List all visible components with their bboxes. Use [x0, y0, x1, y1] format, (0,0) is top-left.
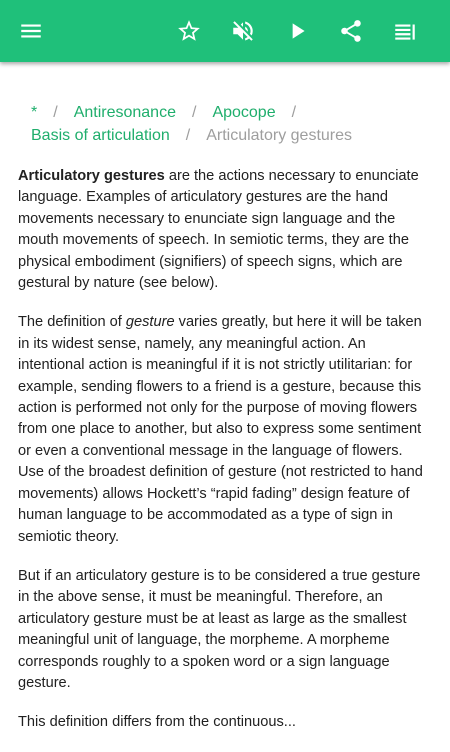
- article-paragraph: [18, 166, 432, 294]
- play-icon: [284, 18, 310, 44]
- breadcrumb-separator: /: [291, 104, 297, 121]
- menu-button[interactable]: [13, 13, 49, 49]
- share-icon: [338, 18, 364, 44]
- star-outline-icon: [176, 18, 202, 44]
- menu-icon: [18, 18, 44, 44]
- paragraph-text: The definition of: [18, 314, 126, 331]
- article-term: Articulatory gestures: [18, 168, 165, 184]
- volume-off-icon: [230, 18, 256, 44]
- breadcrumb-current: Articulatory gestures: [206, 127, 353, 144]
- article-body: [18, 166, 432, 752]
- breadcrumb-separator: /: [191, 104, 197, 121]
- paragraph-text: are the actions necessary to enunciate language. Examples of articulatory gestures are the hand movements necessary to enunciate sign language and the mouth movements of speech. In semiotic terms, they are the physical embodiment (signifiers) of speech signs, which are gestural by nature (see below).: [18, 168, 419, 292]
- paragraph-text: varies greatly, but here it will be taken in its widest sense, namely, any meaningful action. An intentional action is meaningful if it is not strictly utilitarian: for example, sending flowers to a friend is a gesture, because this action is performed not only for the purpose of moving flowers from one place to another, but also to express some sentiment or even a conventional message in the language of flowers. Use of the broadest definition of gesture (not restricted to hand movements) allows Hockett’s “rapid fading” design feature of human language to be accommodated as a type of sign in semiotic theory.: [18, 314, 423, 545]
- breadcrumb-separator: /: [185, 127, 191, 144]
- breadcrumb-link-antiresonance[interactable]: Antiresonance: [73, 104, 176, 121]
- contents-button[interactable]: [387, 13, 423, 49]
- app-toolbar: [0, 0, 450, 62]
- article-paragraph: [18, 312, 432, 547]
- article-content: [0, 62, 450, 731]
- playlist-icon: [392, 18, 418, 44]
- article-paragraph: This definition differs from the continuous...: [18, 714, 296, 731]
- bookmark-button[interactable]: [171, 13, 207, 49]
- breadcrumb: [31, 101, 431, 147]
- mute-button[interactable]: [225, 13, 261, 49]
- share-button[interactable]: [333, 13, 369, 49]
- breadcrumb-link-apocope[interactable]: Apocope: [212, 104, 276, 121]
- breadcrumb-link-root[interactable]: *: [31, 104, 38, 121]
- breadcrumb-separator: /: [53, 104, 58, 121]
- breadcrumb-link-basis-of-articulation[interactable]: Basis of articulation: [31, 127, 170, 144]
- play-button[interactable]: [279, 13, 315, 49]
- article-paragraph: But if an articulatory gesture is to be considered a true gesture in the above sense, it must be meaningful. Therefore, an articulatory gesture must be at least as large as the smallest meaningful unit of language, the morpheme. A morpheme corresponds roughly to a spoken word or a sign language gesture.: [18, 567, 421, 691]
- emphasis-text: gesture: [125, 314, 175, 331]
